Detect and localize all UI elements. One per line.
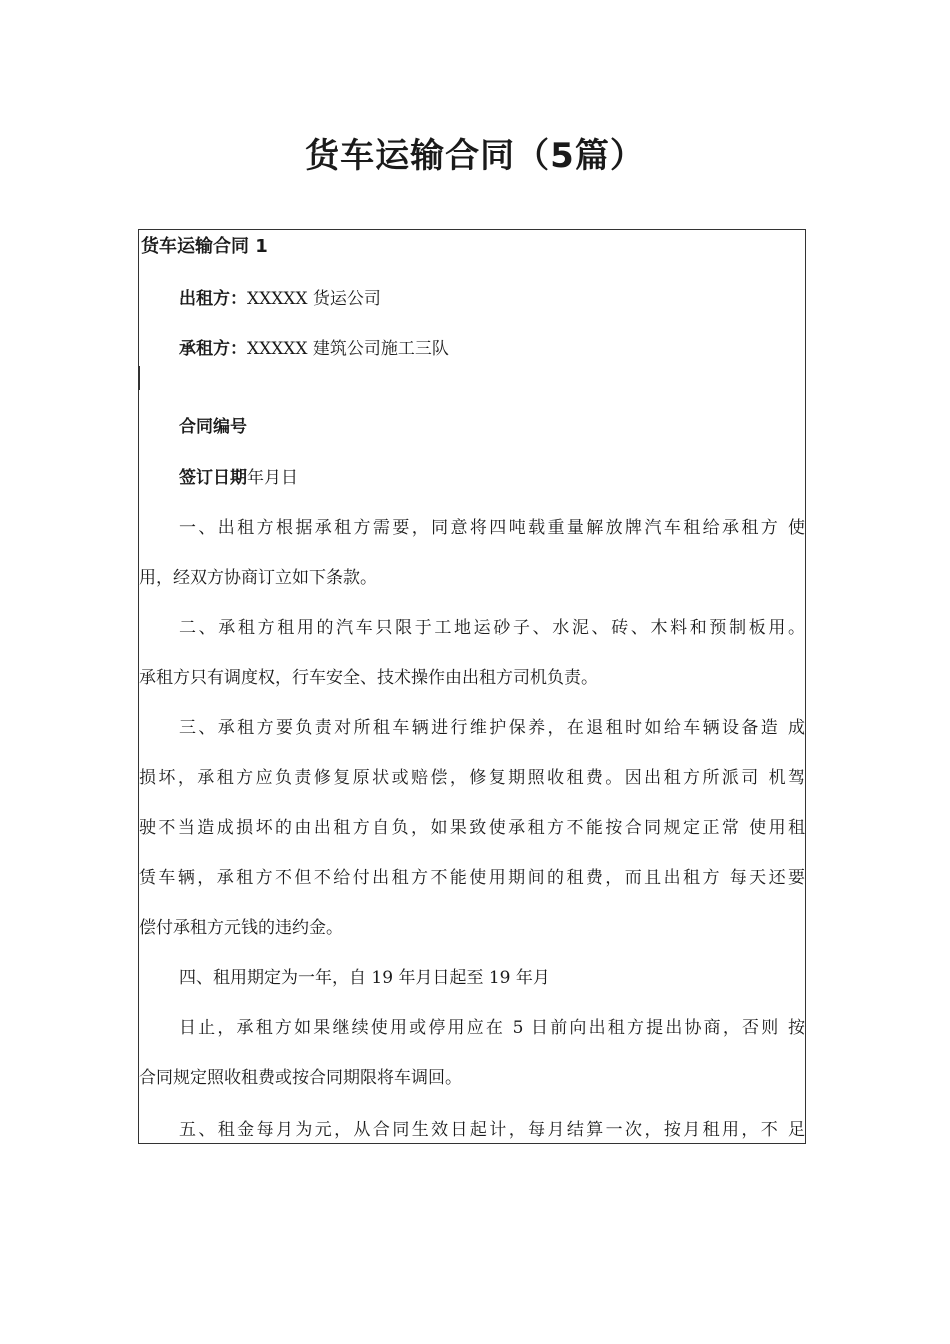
- paragraph-line: 四、租用期定为一年，自 19 年月日起至 19 年月: [179, 968, 550, 988]
- paragraph-line: 偿付承租方元钱的违约金。: [139, 918, 343, 938]
- paragraph-line: 驶不当造成损坏的由出租方自负，如果致使承租方不能按合同规定正常 使用租: [139, 818, 805, 838]
- section-heading: 货车运输合同 1: [141, 236, 268, 257]
- lessor-line: [179, 286, 381, 312]
- lessor-label: 出租方：: [179, 289, 247, 309]
- paragraph-line: 赁车辆，承租方不但不给付出租方不能使用期间的租费，而且出租方 每天还要: [139, 868, 805, 888]
- paragraph-line: 二、承租方租用的汽车只限于工地运砂子、水泥、砖、木料和预制板用。: [179, 618, 805, 638]
- paragraph-line: 承租方只有调度权，行车安全、技术操作由出租方司机负责。: [139, 668, 598, 688]
- lessee-line: [179, 336, 449, 362]
- lessee-label: 承租方：: [179, 339, 247, 359]
- lessor-value: XXXXX 货运公司: [247, 289, 381, 309]
- paragraph-line: 损坏，承租方应负责修复原状或赔偿，修复期照收租费。因出租方所派司 机驾: [139, 768, 805, 788]
- paragraph-line: 日止，承租方如果继续使用或停用应在 5 日前向出租方提出协商，否则 按: [179, 1018, 805, 1038]
- paragraph-line: 一、出租方根据承租方需要，同意将四吨载重量解放牌汽车租给承租方 使: [179, 518, 805, 538]
- document-title: 货车运输合同（5篇）: [305, 136, 645, 176]
- contract-body: [138, 229, 806, 1144]
- contract-number-label: 合同编号: [179, 417, 247, 437]
- margin-tick: [139, 366, 140, 390]
- paragraph-line: 用，经双方协商订立如下条款。: [139, 568, 377, 588]
- sign-date-line: [179, 465, 298, 491]
- sign-date-value: 年月日: [247, 468, 298, 488]
- paragraph-line: 五、租金每月为元，从合同生效日起计，每月结算一次，按月租用，不 足: [179, 1120, 805, 1140]
- lessee-value: XXXXX 建筑公司施工三队: [247, 339, 449, 359]
- paragraph-line: 合同规定照收租费或按合同期限将车调回。: [139, 1068, 462, 1088]
- paragraph-line: 三、承租方要负责对所租车辆进行维护保养，在退租时如给车辆设备造 成: [179, 718, 805, 738]
- sign-date-label: 签订日期: [179, 468, 247, 488]
